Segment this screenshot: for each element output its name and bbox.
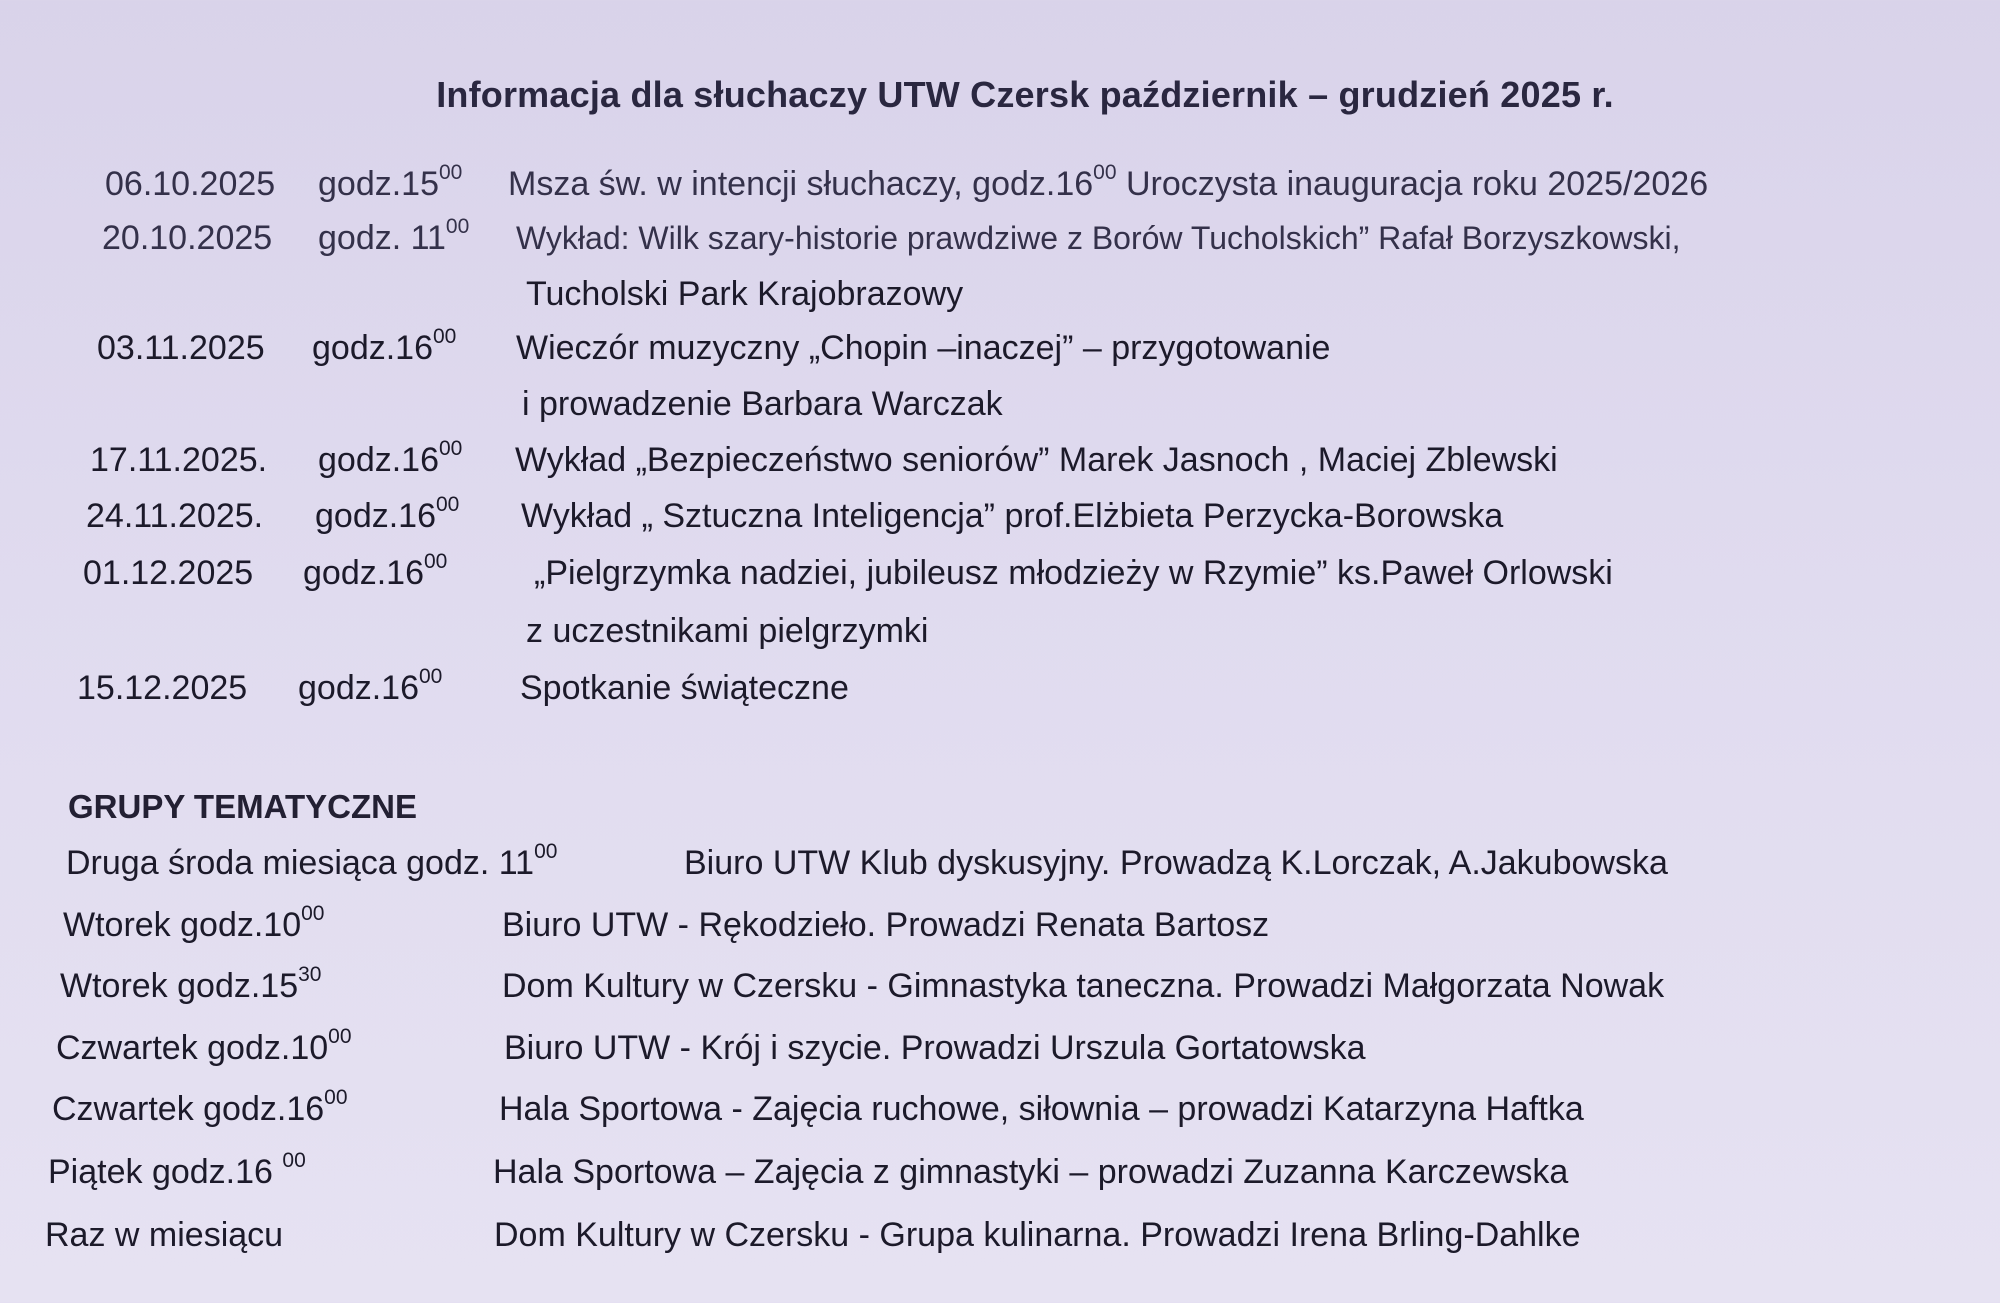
group-row — [0, 1024, 2000, 1072]
event-description-continuation: z uczestnikami pielgrzymki — [526, 612, 929, 650]
event-description: Wieczór muzyczny „Chopin –inaczej” – przygotowanie — [516, 329, 1331, 367]
event-hour: $godz.16^{00}$ — [315, 492, 460, 535]
event-row — [0, 664, 2000, 712]
event-description: Msza św. w intencji słuchaczy, $godz.16^{00}$ Uroczysta inauguracja roku 2025/2026 — [508, 160, 1709, 203]
group-row — [0, 1215, 2000, 1259]
event-row — [0, 324, 2000, 372]
group-schedule: Piątek godz.16 $^{00}$ — [48, 1148, 306, 1191]
group-schedule: Druga środa miesiąca godz. $11^{00}$ — [66, 839, 558, 882]
event-description-continuation: i prowadzenie Barbara Warczak — [522, 385, 1003, 423]
event-hour: $godz.16^{00}$ — [318, 436, 463, 479]
group-row — [0, 1148, 2000, 1196]
group-row — [0, 1085, 2000, 1133]
event-description: Spotkanie świąteczne — [520, 669, 849, 707]
group-schedule: Raz w miesiącu — [45, 1216, 284, 1254]
event-hour: godz. $11^{00}$ — [318, 214, 470, 257]
group-row — [0, 962, 2000, 1010]
event-row — [0, 160, 2000, 208]
event-date: 06.10.2025 — [105, 165, 276, 203]
group-description: Hala Sportowa – Zajęcia z gimnastyki – prowadzi Zuzanna Karczewska — [493, 1153, 1569, 1191]
event-row — [0, 214, 2000, 262]
event-row — [0, 549, 2000, 597]
group-description: Biuro UTW - Rękodzieło. Prowadzi Renata Bartosz — [502, 906, 1270, 944]
event-row — [0, 436, 2000, 484]
event-hour: $godz.16^{00}$ — [303, 549, 448, 592]
event-date: 15.12.2025 — [77, 669, 248, 707]
event-hour: $godz.16^{00}$ — [312, 324, 457, 367]
document-title: Informacja dla słuchaczy UTW Czersk październik – grudzień 2025 r. — [436, 74, 1614, 115]
group-schedule: Czwartek $godz.10^{00}$ — [56, 1024, 352, 1067]
group-schedule: Czwartek $godz.16^{00}$ — [52, 1085, 348, 1128]
group-row — [0, 839, 2000, 887]
event-description: „Pielgrzymka nadziei, jubileusz młodzieży w Rzymie” ks.Paweł Orlowski — [534, 554, 1613, 592]
event-date: 24.11.2025. — [86, 497, 264, 535]
event-date: 17.11.2025. — [90, 441, 268, 479]
event-description: Wykład: Wilk szary-historie prawdziwe z Borów Tucholskich” Rafał Borzyszkowski, — [516, 220, 1681, 256]
groups-heading: GRUPY TEMATYCZNE — [68, 788, 417, 825]
event-date: 20.10.2025 — [102, 219, 273, 257]
event-row — [0, 492, 2000, 540]
group-description: Dom Kultury w Czersku - Gimnastyka taneczna. Prowadzi Małgorzata Nowak — [502, 967, 1665, 1005]
event-description-continuation: Tucholski Park Krajobrazowy — [526, 275, 964, 313]
group-schedule: Wtorek $godz.15^{30}$ — [60, 962, 322, 1005]
event-date: 01.12.2025 — [83, 554, 254, 592]
event-date: 03.11.2025 — [97, 329, 265, 367]
group-row — [0, 901, 2000, 949]
group-description: Hala Sportowa - Zajęcia ruchowe, siłownia – prowadzi Katarzyna Haftka — [499, 1090, 1584, 1128]
group-description: Biuro UTW Klub dyskusyjny. Prowadzą K.Lorczak, A.Jakubowska — [684, 844, 1668, 882]
group-schedule: Wtorek $godz.10^{00}$ — [63, 901, 325, 944]
event-hour: $godz.15^{00}$ — [318, 160, 463, 203]
event-hour: $godz.16^{00}$ — [298, 664, 443, 707]
event-description: Wykład „Bezpieczeństwo seniorów” Marek Jasnoch , Maciej Zblewski — [515, 441, 1558, 479]
event-description: Wykład „ Sztuczna Inteligencja” prof.Elżbieta Perzycka-Borowska — [521, 497, 1504, 535]
group-description: Dom Kultury w Czersku - Grupa kulinarna. Prowadzi Irena Brling-Dahlke — [494, 1216, 1581, 1254]
group-description: Biuro UTW - Krój i szycie. Prowadzi Urszula Gortatowska — [504, 1029, 1366, 1067]
